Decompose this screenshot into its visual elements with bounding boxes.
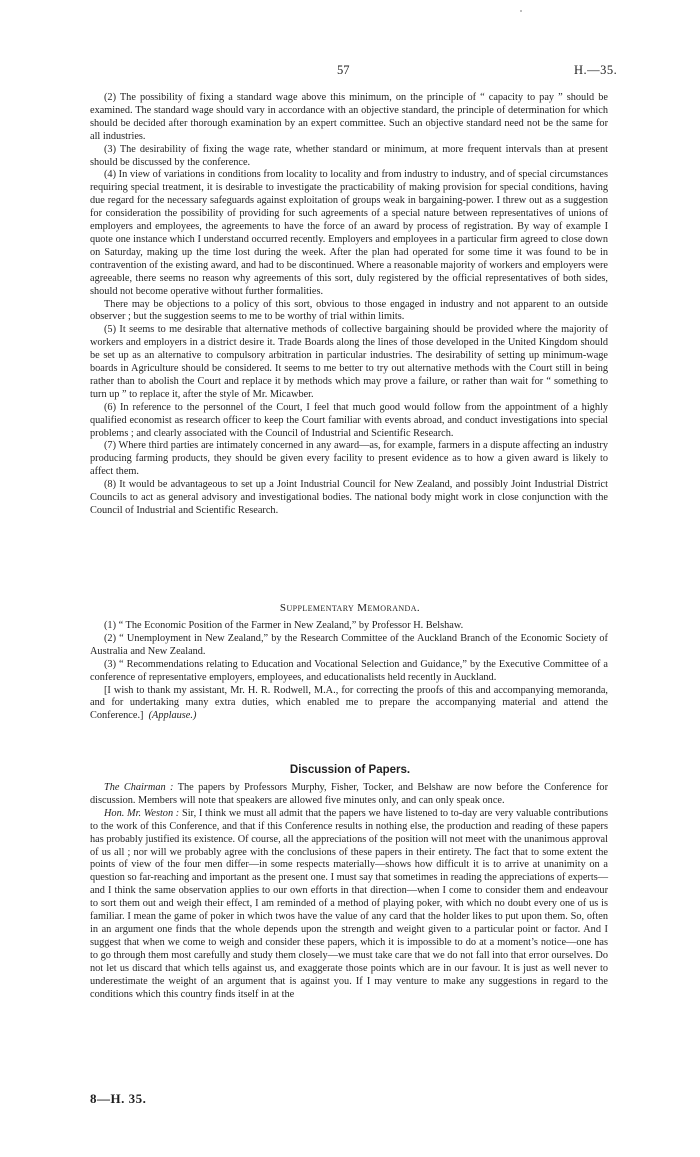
- paragraph-8: (8) It would be advantageous to set up a Joint Industrial Council for New Zealand, and possibly Joint Industrial District Councils to act as general advisory and investigational bodies. The national body might work in close conjunction with the Council of Industrial and Scientific Research.: [90, 479, 608, 516]
- supplementary-item-3: (3) “ Recommendations relating to Education and Vocational Selection and Guidance,” by the Executive Committee of a conference of representative employers, employees, and educationalists held recently in Auckland.: [90, 658, 608, 683]
- memorandum-body: [90, 92, 608, 518]
- page-signature: 8—H. 35.: [90, 1091, 147, 1106]
- chairman-remarks: [90, 782, 608, 808]
- chairman-text: The papers by Professors Murphy, Fisher, Tocker, and Belshaw are now before the Conference for discussion. Members will note that speakers are allowed five minutes only, and can only speak once.: [90, 782, 609, 806]
- paragraph-6: (6) In reference to the personnel of the Court, I feel that much good would follow from the appointment of a highly qualified economist as research officer to keep the Court familiar with events abroad, and conduct investigations into special problems ; and clearly associated with the Council of Industrial and Scientific Research.: [90, 401, 608, 439]
- paragraph-objections: There may be objections to a policy of this sort, obvious to those engaged in industry and not apparent to an outside observer ; but the suggestion seems to me to be worthy of trial within limits.: [90, 298, 608, 323]
- acknowledgement: [90, 685, 608, 724]
- paragraph-3: (3) The desirability of fixing the wage rate, whether standard or minimum, at more frequent intervals than at present should be discussed by the conference.: [90, 143, 608, 168]
- supplementary-memoranda: [90, 620, 608, 723]
- weston-remarks: [90, 808, 608, 1002]
- document-reference: H.—35.: [574, 63, 618, 77]
- applause-note: (Applause.): [148, 710, 197, 722]
- paragraph-4: (4) In view of variations in conditions from locality to locality and from industry to industry, and of special circumstances requiring special treatment, it is desirable to investigate the practicability of making provision for special conditions, having due regard for the necessary safeguards against exploitation of groups weak in bargaining-power. I threw out as a suggestion for consideration the possibility of providing for such agreements of a special nature between representatives of unions of employers and employees, the agreements to have the force of an award by process of registration. By way of example I quote one instance which I understand occurred recently. Employers and employees in a particular firm agreed to close down on Saturday, making up the time lost during the week. After the plan had operated for some time it was found to be in contravention of the existing award, and had to be discontinued. Where a reasonable majority of workers and employers were agreeable, there seems no reason why agreements of this sort, duly registered by the official representatives of both sides, should not become operative without further formalities.: [90, 169, 608, 297]
- paragraph-2: (2) The possibility of fixing a standard wage above this minimum, on the principle of “ capacity to pay ” should be examined. The standard wage should vary in accordance with an objective standard, the principle of determination for which should be decided after thorough examination by an expert committee. Such an objective standard need not be the same for all industries.: [90, 92, 608, 142]
- discussion-heading: Discussion of Papers.: [289, 764, 411, 776]
- chairman-speaker: The Chairman :: [104, 782, 174, 793]
- paragraph-5: (5) It seems to me desirable that alternative methods of collective bargaining should be provided where the majority of workers and employers in a district desire it. Trade Boards along the lines of those developed in the United Kingdom should be set up as an alternative to compulsory arbitration in particular industries. The desirability of setting up minimum-wage boards in Agriculture should be considered. It seems to me better to try out alternative methods with the Court still in being rather than to abolish the Court and replace it by methods which may prove a failure, or rather than wait for “ something to turn up ” to replace it, after the style of Mr. Micawber.: [90, 324, 608, 400]
- weston-speaker: Hon. Mr. Weston :: [104, 807, 180, 819]
- paragraph-7: (7) Where third parties are intimately concerned in any award—as, for example, farmers in a dispute affecting an industry producing farming products, they should be given every facility to present evidence as to how a given award is likely to affect them.: [90, 440, 608, 478]
- discussion-body: [90, 782, 608, 1001]
- supplementary-item-1: (1) “ The Economic Position of the Farmer in New Zealand,” by Professor H. Belshaw.: [104, 620, 464, 631]
- supplementary-item-2: (2) “ Unemployment in New Zealand,” by the Research Committee of the Auckland Branch of the Economic Society of Australia and New Zealand.: [90, 632, 608, 657]
- scan-speck: [520, 10, 522, 12]
- supplementary-heading: Supplementary Memoranda.: [279, 602, 421, 614]
- page-number: 57: [337, 63, 350, 77]
- acknowledgement-text: [I wish to thank my assistant, Mr. H. R. Rodwell, M.A., for correcting the proofs of this and accompanying memoranda, and for undertaking many extra duties, which enabled me to prepare the accompanying material and attend the Conference.]: [90, 684, 608, 722]
- weston-text: Sir, I think we must all admit that the papers we have listened to to-day are very valuable contributions to the work of this Conference, and that if this Conference results in nothing else, the production and reading of these papers has probably justified its existence. Of course, all the appreciations of the position will not meet with the unanimous approval of us all ; nor will we probably agree with the conclusions of these papers in their entirety. The fact that to some extent the points of view of the four men differ—in some respects materially—shows how difficult it is to arrive at unanimity on a question so far-reaching and important as the present one. I must say that sometimes in reading the appreciations of experts—and I think the same observation applies to our own efforts in that direction—when I come to consider them and endeavour to sort them out and weigh their effect, I am reminded of a method of playing poker, with which no doubt every one of us is familiar. I mean the game of poker in which twos have the value of any card that the holder likes to put upon them. So, often in an argument one finds that the whole depends upon the strength and weight given to a particular point or factor. And I suggest that when we come to weigh and consider these papers, which it is impossible to do at a moment’s notice—one has to go through them most carefully and study them closely—we must take care that we do not fall into that error ourselves. Do not let us discard that which tells against us, and exaggerate those points which are in our favour. It is just as well never to underestimate the weight of an argument that is against you. If I may venture to make any suggestions in regard to the conditions which this country finds itself in at the: [90, 807, 609, 1000]
- page-header: [0, 64, 700, 78]
